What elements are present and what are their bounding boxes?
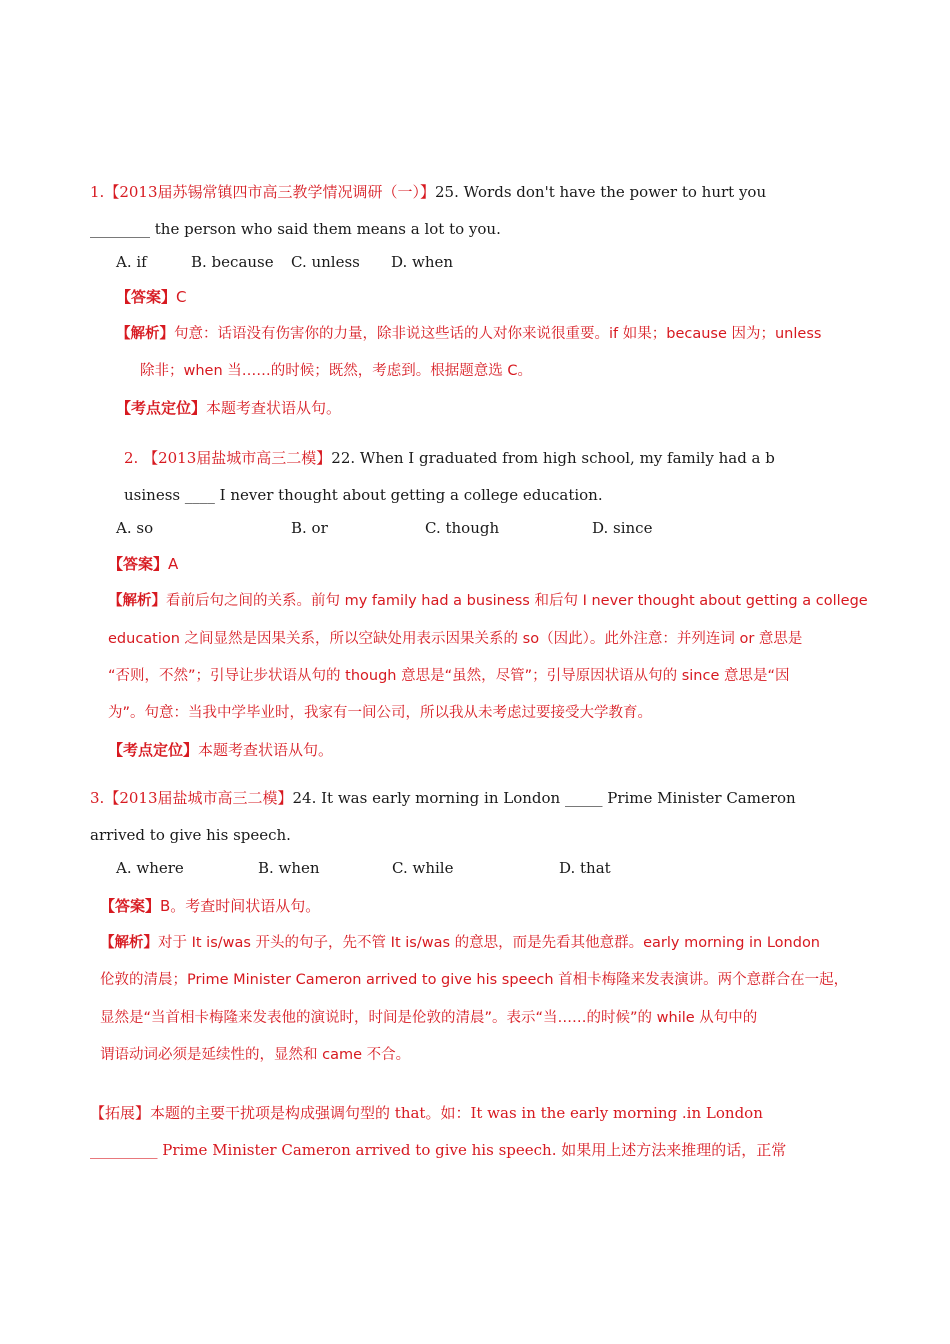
q2-answer-value: A	[168, 555, 179, 573]
q2-option-c: C. though	[425, 519, 500, 537]
q2-number: 2.	[124, 449, 139, 467]
q3-extend-text2: _________ Prime Minister Cameron arrived to give his speech. 如果用上述方法来推理的话，正常	[90, 1141, 787, 1159]
q1-number: 1.	[90, 183, 105, 201]
q3-analysis-text1: 对于 It is/was 开头的句子，先不管 It is/was 的意思，而是先看其他意群。early morning in London	[158, 935, 820, 951]
q3-extend-text1: 本题的主要干扰项是构成强调句型的 that。如：It was in the early morning .in London	[150, 1104, 763, 1122]
q3-analysis-line1	[100, 933, 820, 953]
q3-option-b: B. when	[258, 859, 320, 877]
q2-analysis-line1	[108, 591, 868, 611]
q1-source: 【2013届苏锡常镇四市高三教学情况调研（一）】	[104, 183, 435, 201]
q3-analysis-text3: 显然是“当首相卡梅隆来发表他的演说时，时间是伦敦的清晨”。表示“当……的时候”的 while 从句中的	[100, 1010, 758, 1026]
q2-stem-text1: 22. When I graduated from high school, my family had a b	[331, 449, 775, 467]
q1-option-d: D. when	[391, 253, 454, 271]
q3-stem-line2	[90, 825, 291, 845]
q3-stem-line1	[90, 788, 796, 808]
q3-options	[116, 858, 611, 878]
q3-analysis-line2	[100, 970, 848, 990]
q3-option-a: A. where	[116, 859, 184, 877]
q3-extend-tag: 【拓展】	[90, 1104, 151, 1122]
q1-option-b: B. because	[191, 253, 274, 271]
q1-point-tag: 【考点定位】	[116, 399, 207, 417]
q1-analysis-line2	[140, 361, 532, 381]
q3-stem-text2: arrived to give his speech.	[90, 826, 291, 844]
q1-analysis-line1	[116, 324, 821, 344]
q3-option-d: D. that	[559, 859, 611, 877]
q2-option-d: D. since	[592, 519, 653, 537]
q1-stem-line2	[90, 219, 501, 239]
q1-option-a: A. if	[116, 253, 147, 271]
q1-stem-line1	[90, 182, 766, 202]
q1-point-text: 本题考查状语从句。	[206, 399, 342, 417]
q1-analysis-text2: 除非；when 当……的时候；既然，考虑到。根据题意选 C。	[140, 363, 533, 379]
q1-options	[116, 252, 453, 272]
q1-answer-value: C	[176, 288, 187, 306]
q2-answer-tag: 【答案】	[108, 555, 169, 573]
q2-options	[116, 518, 652, 538]
q1-analysis-tag: 【解析】	[116, 326, 174, 342]
q3-analysis-text4: 谓语动词必须是延续性的，显然和 came 不合。	[100, 1047, 411, 1063]
q2-stem-line1	[124, 448, 775, 468]
q3-analysis-text2: 伦敦的清晨；Prime Minister Cameron arrived to give his speech 首相卡梅隆来发表演讲。两个意群合在一起，	[100, 972, 849, 988]
q3-analysis-line4	[100, 1045, 410, 1065]
q2-point-text: 本题考查状语从句。	[198, 741, 334, 759]
q2-analysis-text4: 为”。句意：当我中学毕业时，我家有一间公司，所以我从未考虑过要接受大学教育。	[108, 705, 653, 721]
q3-extend-line2	[90, 1140, 786, 1160]
q2-analysis-line2	[108, 629, 802, 649]
q3-analysis-line3	[100, 1008, 757, 1028]
q2-analysis-line4	[108, 703, 652, 723]
q1-analysis-text1: 句意：话语没有伤害你的力量，除非说这些话的人对你来说很重要。if 如果；because 因为；unless	[174, 326, 822, 342]
q3-answer-tag: 【答案】	[100, 897, 161, 915]
q1-option-c: C. unless	[291, 253, 360, 271]
q2-answer	[108, 554, 178, 574]
q1-answer	[116, 287, 187, 307]
q3-number: 3.	[90, 789, 105, 807]
q2-point	[108, 740, 333, 760]
q1-point	[116, 398, 341, 418]
q1-answer-tag: 【答案】	[116, 288, 177, 306]
q2-stem-text2: usiness ____ I never thought about getting a college education.	[124, 486, 603, 504]
q3-option-c: C. while	[392, 859, 454, 877]
q3-answer	[100, 896, 320, 916]
q3-answer-value: B。考查时间状语从句。	[160, 897, 321, 915]
q2-analysis-text3: “否则，不然”；引导让步状语从句的 though 意思是“虽然，尽管”；引导原因状语从句的 since 意思是“因	[108, 668, 790, 684]
q1-stem-text1: 25. Words don't have the power to hurt you	[435, 183, 767, 201]
q2-point-tag: 【考点定位】	[108, 741, 199, 759]
q2-analysis-tag: 【解析】	[108, 593, 166, 609]
q3-analysis-tag: 【解析】	[100, 935, 158, 951]
q2-analysis-line3	[108, 666, 790, 686]
q3-stem-text1: 24. It was early morning in London _____ Prime Minister Cameron	[292, 789, 796, 807]
q2-source: 【2013届盐城市高三二模】	[143, 449, 332, 467]
q2-analysis-text1: 看前后句之间的关系。前句 my family had a business 和后句 I never thought about getting a college	[166, 593, 868, 609]
q3-extend-line1	[90, 1103, 763, 1123]
q2-analysis-text2: education 之间显然是因果关系，所以空缺处用表示因果关系的 so（因此）。此外注意：并列连词 or 意思是	[108, 631, 803, 647]
q2-stem-line2	[124, 485, 603, 505]
q1-stem-text2: ________ the person who said them means a lot to you.	[90, 220, 501, 238]
q3-source: 【2013届盐城市高三二模】	[104, 789, 293, 807]
q2-option-a: A. so	[116, 519, 154, 537]
q2-option-b: B. or	[291, 519, 328, 537]
